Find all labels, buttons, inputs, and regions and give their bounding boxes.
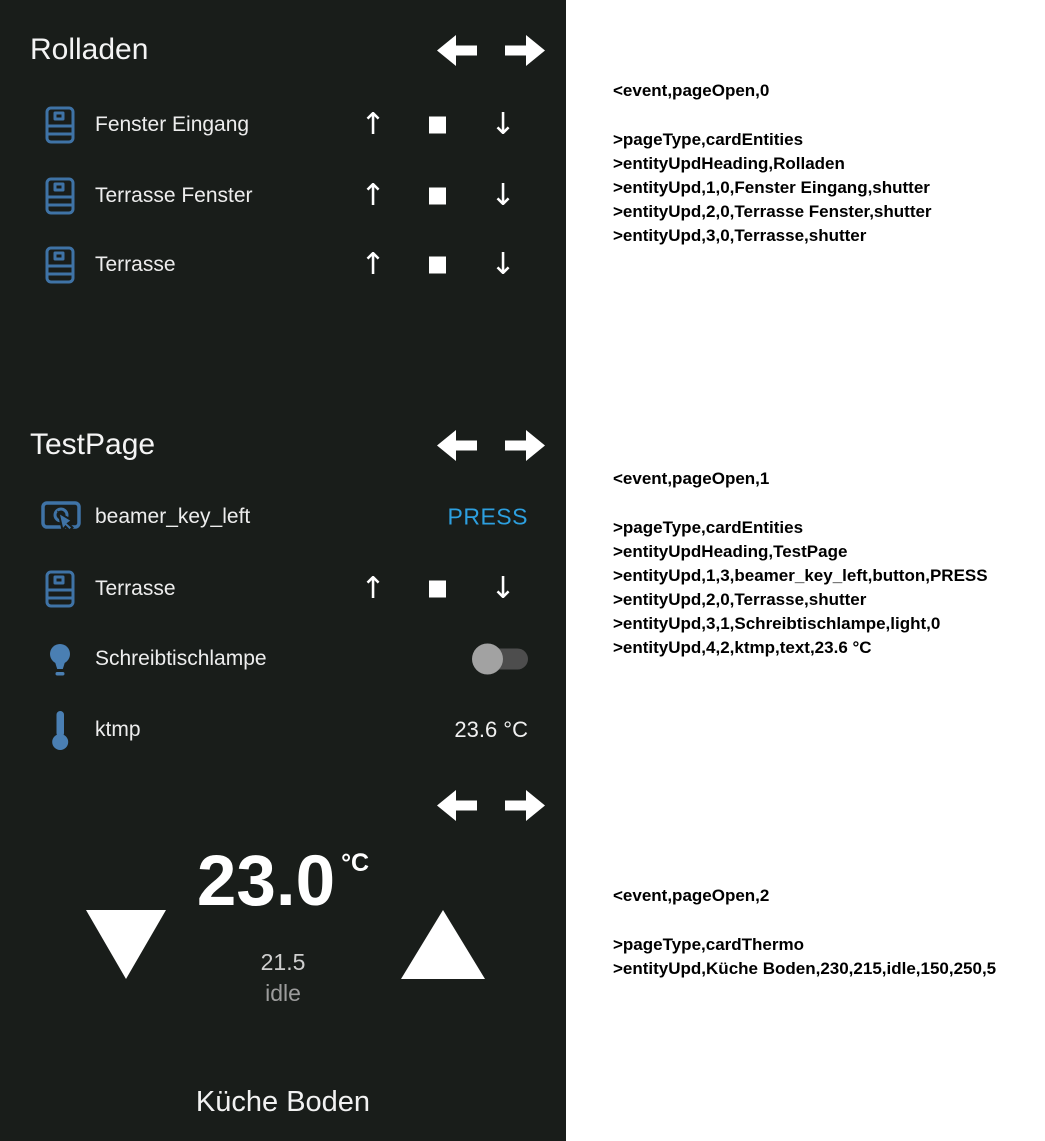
- window-shutter-icon: [45, 570, 75, 608]
- protocol-line: >entityUpd,1,3,beamer_key_left,button,PRESS: [613, 566, 988, 585]
- protocol-block-page0: [613, 79, 932, 248]
- protocol-event-line: <event,pageOpen,2: [613, 886, 770, 905]
- protocol-line: >pageType,cardEntities: [613, 518, 804, 537]
- protocol-line: >entityUpdHeading,TestPage: [613, 542, 848, 561]
- shutter-up-button[interactable]: ↑: [360, 107, 386, 142]
- shutter-stop-button[interactable]: [429, 188, 446, 205]
- protocol-line: >entityUpd,3,0,Terrasse,shutter: [613, 226, 867, 245]
- window-shutter-icon: [45, 246, 75, 284]
- entity-row: [0, 174, 566, 218]
- entity-name: Terrasse: [95, 253, 176, 276]
- window-shutter-icon: [45, 177, 75, 215]
- shutter-up-button[interactable]: ↑: [360, 571, 386, 606]
- protocol-line: >entityUpd,2,0,Terrasse Fenster,shutter: [613, 202, 932, 221]
- light-toggle-switch[interactable]: [472, 644, 530, 675]
- entity-row: [0, 243, 566, 287]
- nav-prev-icon[interactable]: [437, 430, 477, 461]
- entity-value: 23.6 °C: [454, 717, 528, 742]
- shutter-up-button[interactable]: ↑: [360, 178, 386, 213]
- temperature-unit: °C: [341, 849, 370, 877]
- current-temperature: [0, 842, 566, 921]
- nav-next-icon[interactable]: [505, 35, 545, 66]
- press-button[interactable]: PRESS: [447, 503, 528, 530]
- entity-row: [0, 637, 566, 681]
- shutter-down-button[interactable]: ↓: [490, 178, 516, 213]
- entity-name: beamer_key_left: [95, 505, 251, 528]
- toggle-knob: [472, 644, 503, 675]
- nav-prev-icon[interactable]: [437, 790, 477, 821]
- shutter-up-button[interactable]: ↑: [360, 247, 386, 282]
- entity-name: Terrasse: [95, 577, 176, 600]
- shutter-down-button[interactable]: ↓: [490, 247, 516, 282]
- nav-prev-icon[interactable]: [437, 35, 477, 66]
- entity-name: ktmp: [95, 718, 141, 741]
- window-shutter-icon: [45, 106, 75, 144]
- shutter-down-button[interactable]: ↓: [490, 571, 516, 606]
- entity-name: Terrasse Fenster: [95, 184, 253, 207]
- hvac-state: idle: [265, 980, 301, 1006]
- entity-row: [0, 708, 566, 752]
- protocol-line: >pageType,cardThermo: [613, 935, 804, 954]
- entity-row: [0, 103, 566, 147]
- protocol-event-line: <event,pageOpen,0: [613, 81, 770, 100]
- thermometer-icon: [49, 709, 72, 751]
- shutter-down-button[interactable]: ↓: [490, 107, 516, 142]
- entity-name: Fenster Eingang: [95, 113, 250, 136]
- thermostat-room-name: Küche Boden: [195, 1086, 371, 1118]
- shutter-stop-button[interactable]: [429, 117, 446, 134]
- lightbulb-icon: [45, 641, 75, 677]
- protocol-event-line: <event,pageOpen,1: [613, 469, 770, 488]
- protocol-line: >pageType,cardEntities: [613, 130, 804, 149]
- nav-next-icon[interactable]: [505, 430, 545, 461]
- protocol-line: >entityUpd,4,2,ktmp,text,23.6 °C: [613, 638, 872, 657]
- protocol-line: >entityUpd,3,1,Schreibtischlampe,light,0: [613, 614, 941, 633]
- target-temperature: 21.5: [260, 949, 306, 975]
- protocol-block-page2: [613, 884, 996, 981]
- entity-name: Schreibtischlampe: [95, 647, 267, 670]
- gesture-tap-button-icon: [41, 499, 81, 535]
- shutter-stop-button[interactable]: [429, 257, 446, 274]
- page-title: Rolladen: [30, 33, 149, 66]
- protocol-line: >entityUpd,2,0,Terrasse,shutter: [613, 590, 867, 609]
- page-title: TestPage: [30, 428, 156, 461]
- entity-row: [0, 567, 566, 611]
- protocol-block-page1: [613, 467, 988, 660]
- shutter-stop-button[interactable]: [429, 581, 446, 598]
- protocol-line: >entityUpd,Küche Boden,230,215,idle,150,250,5: [613, 959, 997, 978]
- protocol-line: >entityUpdHeading,Rolladen: [613, 154, 845, 173]
- entity-row: [0, 495, 566, 539]
- protocol-line: >entityUpd,1,0,Fenster Eingang,shutter: [613, 178, 930, 197]
- nav-next-icon[interactable]: [505, 790, 545, 821]
- current-temperature-value: 23.0: [196, 842, 336, 921]
